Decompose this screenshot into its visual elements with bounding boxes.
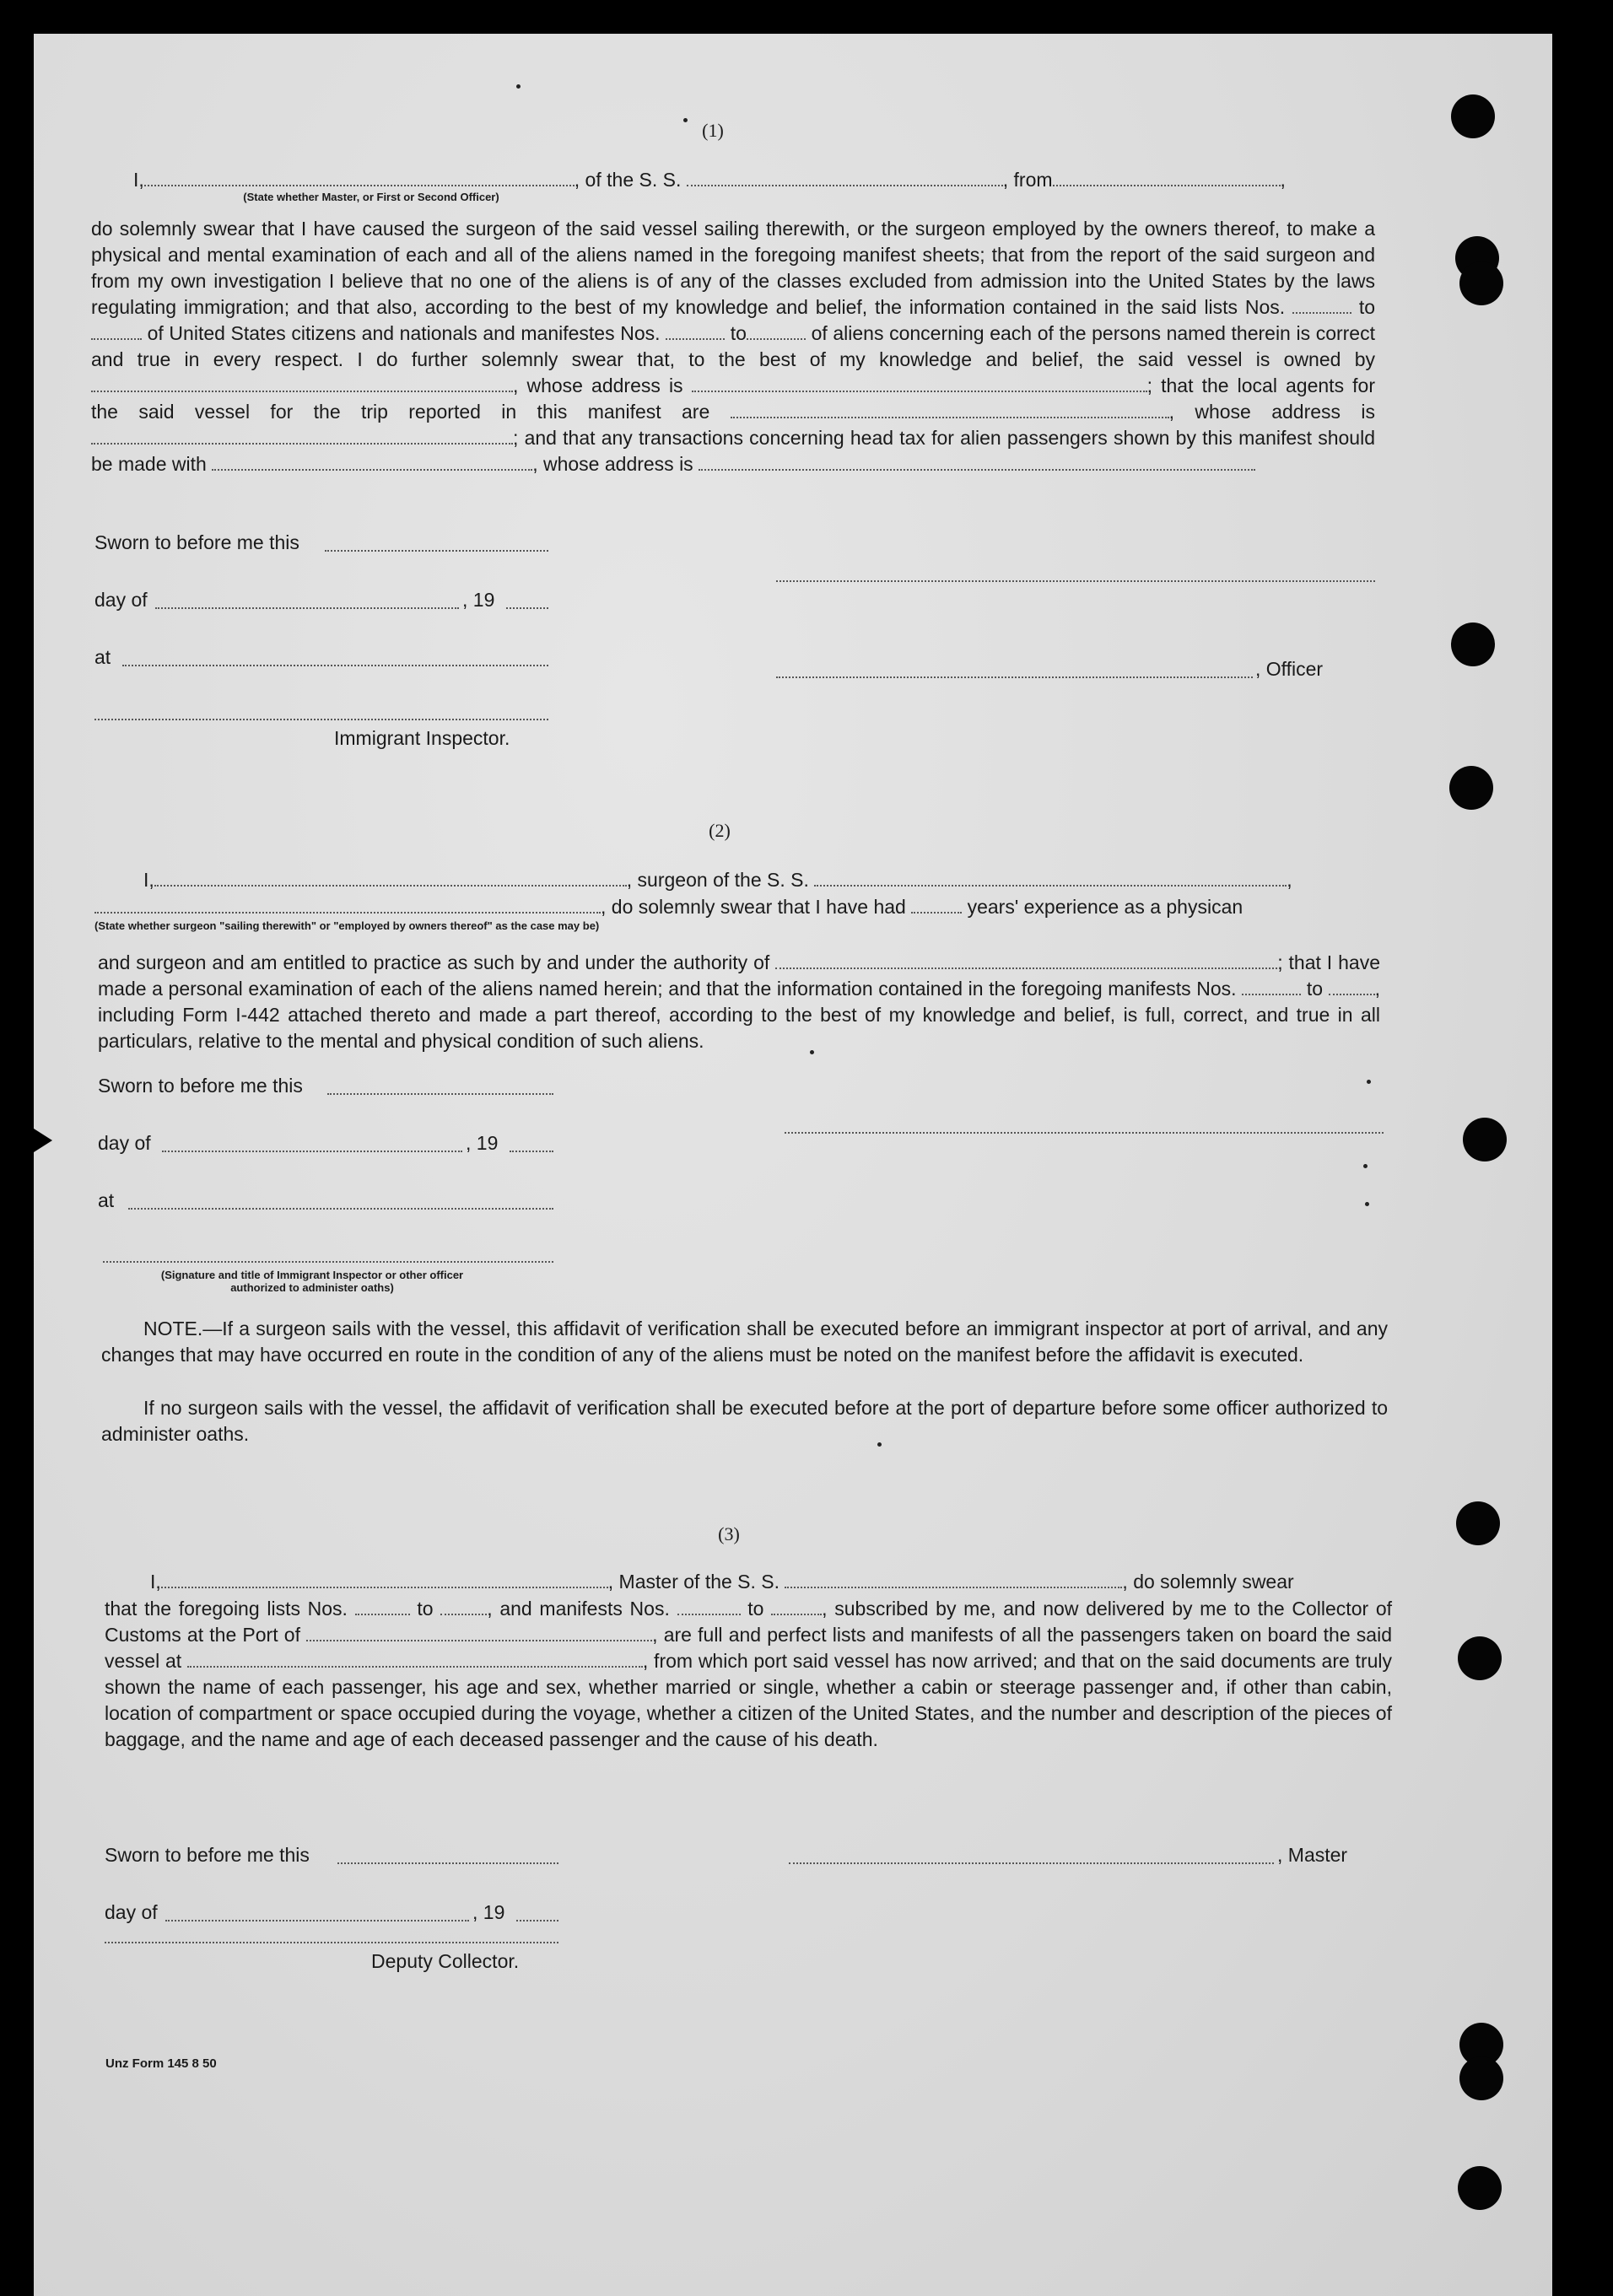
master-label: , Master: [1277, 1844, 1348, 1866]
section3-text-a: that the foregoing lists Nos.: [105, 1598, 348, 1620]
surgeon-name-field[interactable]: [154, 870, 627, 887]
year-field[interactable]: [516, 1920, 558, 1921]
inspector-signature-line[interactable]: [94, 719, 548, 720]
year-field[interactable]: [506, 607, 548, 609]
sworn-label: Sworn to before me this: [94, 531, 299, 553]
label-i: I,: [133, 169, 144, 191]
margin-notch: [34, 1129, 52, 1152]
label-i: I,: [143, 869, 154, 891]
note-text-1: NOTE.—If a surgeon sails with the vessel, this affidavit of verification shall be executed before an immigrant inspector at port of arrival, and any changes that may have occurred en route in the condition of any of the aliens must be noted on the manifest before the affidavit is executed.: [101, 1318, 1388, 1366]
day-of-label: day of: [105, 1901, 158, 1923]
authority-field[interactable]: [775, 952, 1277, 969]
lists-from-field[interactable]: [355, 1598, 410, 1615]
port-field[interactable]: [306, 1625, 652, 1641]
punch-hole: [1451, 94, 1495, 138]
head-tax-address-field[interactable]: [699, 454, 1255, 471]
speck: [1367, 1080, 1371, 1084]
comma: ,: [1287, 869, 1292, 891]
year-prefix: , 19: [472, 1901, 505, 1923]
label-master-of-ss: , Master of the S. S.: [607, 1571, 780, 1593]
signature-caption: (Signature and title of Immigrant Inspector or other officer authorized to administer oaths): [160, 1269, 464, 1294]
month-field[interactable]: [165, 1920, 469, 1921]
section2-paragraph: [98, 950, 1380, 1054]
punch-hole: [1459, 261, 1503, 305]
at-label: at: [94, 646, 111, 668]
agents-address-field[interactable]: [91, 428, 513, 445]
surgeon-caption: (State whether surgeon "sailing therewith" or "employed by owners thereof" as the case may be): [94, 919, 600, 932]
punch-hole: [1463, 1118, 1507, 1161]
form-sheet: [34, 34, 1552, 2296]
lists-to-field[interactable]: [440, 1598, 487, 1615]
punch-hole: [1451, 623, 1495, 666]
sworn-date-field[interactable]: [337, 1862, 558, 1864]
section1-text-g: ; and that any transactions concerning head tax for alien passengers shown by this manifest should be made with: [91, 427, 1375, 475]
label-i: I,: [150, 1571, 161, 1593]
section3-text-e: , from which port said vessel has now arrived; and that on the said documents are truly shown the name of each passenger, his age and sex, whether married or single, whether a cabin or steerage passenger and, if other than cabin, location of compartment or space occupied during the voyage, whether a citizen of the United States, and the number and description of the pieces of baggage, and the name and age of each deceased passenger and the cause of his death.: [105, 1650, 1393, 1750]
officer-name-field[interactable]: [144, 170, 575, 186]
years-experience-field[interactable]: [911, 897, 962, 914]
note-paragraph-1: [101, 1316, 1388, 1368]
speck: [1363, 1164, 1368, 1168]
punch-hole: [1458, 1636, 1502, 1680]
vessel-name-field[interactable]: [785, 1571, 1122, 1588]
speck: [516, 84, 521, 89]
semicolon: ;: [1277, 951, 1283, 973]
speck: [1365, 1202, 1369, 1206]
label-to: to: [1358, 296, 1376, 318]
section-number: (1): [702, 120, 724, 141]
day-of-label: day of: [94, 589, 148, 611]
place-field[interactable]: [122, 665, 548, 666]
master-signature-line[interactable]: [789, 1862, 1274, 1864]
manifests-from-field[interactable]: [1242, 978, 1301, 995]
officer-label: , Officer: [1255, 658, 1324, 680]
label-to: to: [1306, 978, 1324, 1000]
master-name-field[interactable]: [161, 1571, 608, 1588]
year-prefix: , 19: [466, 1132, 499, 1154]
note-paragraph-2: [101, 1395, 1388, 1447]
day-of-label: day of: [98, 1132, 151, 1154]
section3-paragraph: [105, 1596, 1392, 1753]
at-label: at: [98, 1189, 115, 1211]
vessel-name-field[interactable]: [814, 870, 1287, 887]
form-number: Unz Form 145 8 50: [105, 2056, 217, 2071]
owner-field[interactable]: [91, 375, 513, 392]
vessel-name-field[interactable]: [687, 170, 1003, 186]
punch-hole: [1458, 2166, 1502, 2210]
manifests-to-field[interactable]: [1329, 978, 1375, 995]
sworn-label: Sworn to before me this: [98, 1075, 303, 1097]
section1-line1: [133, 169, 1382, 191]
section2-line1: [143, 869, 1375, 892]
sworn-date-field[interactable]: [325, 550, 548, 552]
label-to: to: [730, 322, 747, 344]
manifests-from-field[interactable]: [677, 1598, 741, 1615]
sworn-label: Sworn to before me this: [105, 1844, 310, 1866]
label-do-solemnly-swear: , do solemnly swear: [1122, 1571, 1294, 1593]
label-to: to: [417, 1598, 434, 1620]
manifests-from-field[interactable]: [666, 323, 725, 340]
section1-paragraph: [91, 216, 1375, 477]
section3-text-d: , are full and perfect lists and manifests of all the passengers taken on board the said vessel at: [105, 1624, 1393, 1672]
inspector-label: Immigrant Inspector.: [334, 727, 510, 749]
section1-text-a: do solemnly swear that I have caused the surgeon of the said vessel sailing therewith, or the surgeon employed by the owners thereof, to make a physical and mental examination of each and all of the aliens named in the foregoing manifest sheets; that from the report of the said surgeon and from my own investigation I believe that no one of the aliens is of any of the classes excluded from admission into the United States by the laws regulating immigration; and that also, according to the best of my knowledge and belief, the information contained in the said lists Nos.: [91, 218, 1375, 318]
section1-text-d: , whose address is: [513, 375, 683, 396]
lists-from-field[interactable]: [1292, 297, 1351, 314]
comma: ,: [1280, 169, 1286, 191]
punch-hole: [1456, 1501, 1500, 1545]
section-number: (2): [709, 820, 731, 841]
section2-swear: , do solemnly swear that I have had: [601, 896, 906, 918]
head-tax-contact-field[interactable]: [212, 454, 532, 471]
manifests-to-field[interactable]: [747, 323, 806, 340]
section-number: (3): [718, 1523, 740, 1544]
section1-text-h: , whose address is: [532, 453, 693, 475]
inspector-signature-line[interactable]: [103, 1261, 553, 1263]
section2-line2: [94, 896, 1394, 919]
year-prefix: , 19: [462, 589, 495, 611]
section2-years: years' experience as a physican: [967, 896, 1243, 918]
section1-text-c: of aliens concerning each of the persons named therein is correct and true in every respect. I do further solemnly swear that, to the best of my knowledge and belief, the said vessel is owned by: [91, 322, 1375, 370]
year-field[interactable]: [510, 1151, 553, 1152]
section3-text-c: , subscribed by me, and now delivered by me to the Collector of Customs at the Port of: [105, 1598, 1393, 1646]
place-field[interactable]: [128, 1208, 553, 1210]
section2-text-b: that I have made a personal examination of each of the aliens named herein; and that the information contained in the foregoing manifests Nos.: [98, 951, 1380, 1000]
month-field[interactable]: [155, 607, 459, 609]
officer-signature-line[interactable]: [776, 580, 1375, 582]
punch-hole: [1459, 2056, 1503, 2100]
lists-to-field[interactable]: [91, 323, 142, 340]
agents-field[interactable]: [731, 402, 1169, 418]
section1-text-e: ; that the local agents for the said vessel for the trip reported in this manifest are: [91, 375, 1375, 423]
section3-line1: [150, 1571, 1392, 1593]
deputy-signature-line[interactable]: [105, 1942, 558, 1943]
section1-text-f: , whose address is: [1168, 401, 1375, 423]
label-to: to: [747, 1598, 764, 1620]
section2-text-c: , including Form I-442 attached thereto and made a part thereof, according to the best of my knowledge and belief, is full, correct, and true in all particulars, relative to the mental and physical condition of such aliens.: [98, 978, 1381, 1052]
month-field[interactable]: [162, 1151, 462, 1152]
section2-text-a: and surgeon and am entitled to practice as such by and under the authority of: [98, 951, 770, 973]
label-surgeon-of-ss: , surgeon of the S. S.: [626, 869, 809, 891]
port-embarked-field[interactable]: [187, 1651, 643, 1668]
port-from-field[interactable]: [1053, 170, 1281, 186]
section1-text-b: of United States citizens and nationals and manifestes Nos.: [147, 322, 661, 344]
label-of-ss: , of the S. S.: [574, 169, 682, 191]
label-from: , from: [1002, 169, 1053, 191]
punch-hole: [1449, 766, 1493, 810]
officer-caption: (State whether Master, or First or Second Officer): [243, 191, 499, 203]
surgeon-signature-line[interactable]: [785, 1132, 1384, 1134]
deputy-label: Deputy Collector.: [371, 1950, 520, 1972]
manifests-to-field[interactable]: [771, 1598, 822, 1615]
note-text-2: If no surgeon sails with the vessel, the affidavit of verification shall be executed before at the port of departure before some officer authorized to administer oaths.: [101, 1397, 1388, 1445]
section3-text-b: , and manifests Nos.: [487, 1598, 670, 1620]
officer-title-line[interactable]: [776, 676, 1253, 678]
sworn-date-field[interactable]: [327, 1093, 553, 1095]
surgeon-type-field[interactable]: [94, 897, 601, 914]
owner-address-field[interactable]: [692, 375, 1147, 392]
